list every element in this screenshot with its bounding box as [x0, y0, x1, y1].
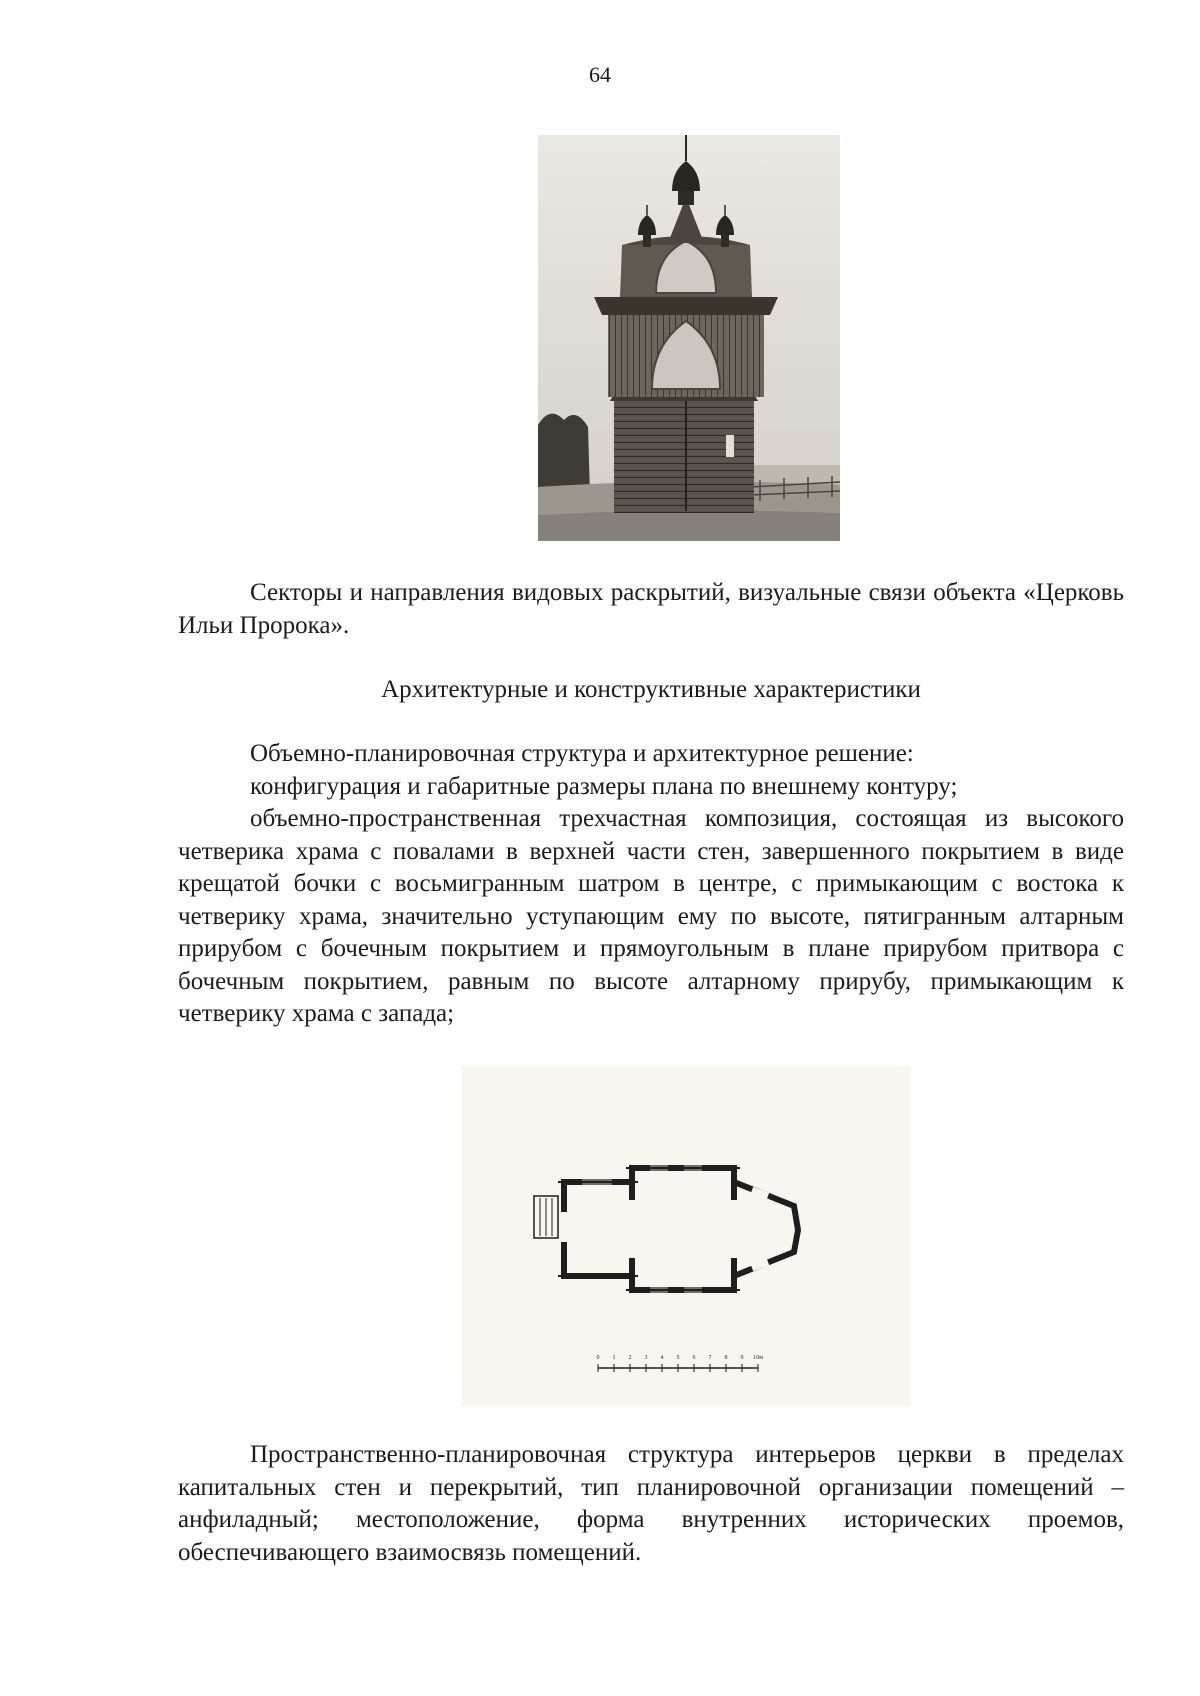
page-number: 64 [589, 62, 611, 87]
church-photo [538, 135, 840, 541]
scale-tick-label: 9 [740, 1355, 744, 1361]
plan-scale-bar [597, 1355, 764, 1372]
scale-tick-label: 2 [628, 1355, 632, 1361]
scale-tick-label: 0 [596, 1355, 600, 1361]
church-photo-image [538, 135, 840, 541]
floor-plan [462, 1066, 910, 1406]
scale-tick-label: 4 [660, 1355, 664, 1361]
scale-tick-label: 7 [708, 1355, 712, 1361]
scale-tick-label: 5 [676, 1355, 680, 1361]
caption-text: Секторы и направления видовых раскрытий, визуальные связи объекта «Церковь Ильи Пророка». [178, 579, 1124, 639]
scale-tick-label: 10м [753, 1355, 763, 1361]
paragraph: конфигурация и габаритные размеры плана по внешнему контуру; [250, 772, 958, 800]
floor-plan-drawing [462, 1066, 910, 1406]
section-heading: Архитектурные и конструктивные характеристики [381, 676, 921, 703]
figure-caption [178, 577, 1124, 642]
scale-tick-label: 3 [644, 1355, 648, 1361]
paragraph: объемно-пространственная трехчастная композиция, состоящая из высокого четверика храма с повалами в верхней части стен, завершенного покрытием в виде крещатой бочки с восьмигранным шатром в центре, с примыкающим с востока к четверику храма, значительно уступающим ему по высоте, пятигранным алтарным прирубом с бочечным покрытием и прямоугольным в плане прирубом притвора с бочечным покрытием, равным по высоте алтарному прирубу, примыкающим к четверику храма с запада; [178, 805, 1124, 1027]
characteristics-list [178, 738, 1124, 1031]
paragraph: Пространственно-планировочная структура интерьеров церкви в пределах капитальных стен и перекрытий, тип планировочной организации помещений – анфиладный; местоположение, форма внутренних исторических проемов, обеспечивающего взаимосвязь помещений. [178, 1441, 1124, 1566]
plan-outline [564, 1168, 798, 1290]
interior-structure-text [178, 1439, 1124, 1569]
scale-tick-label: 6 [692, 1355, 696, 1361]
scale-tick-label: 8 [724, 1355, 728, 1361]
scale-tick-label: 1 [612, 1355, 616, 1361]
paragraph: Объемно-планировочная структура и архитектурное решение: [250, 740, 914, 767]
